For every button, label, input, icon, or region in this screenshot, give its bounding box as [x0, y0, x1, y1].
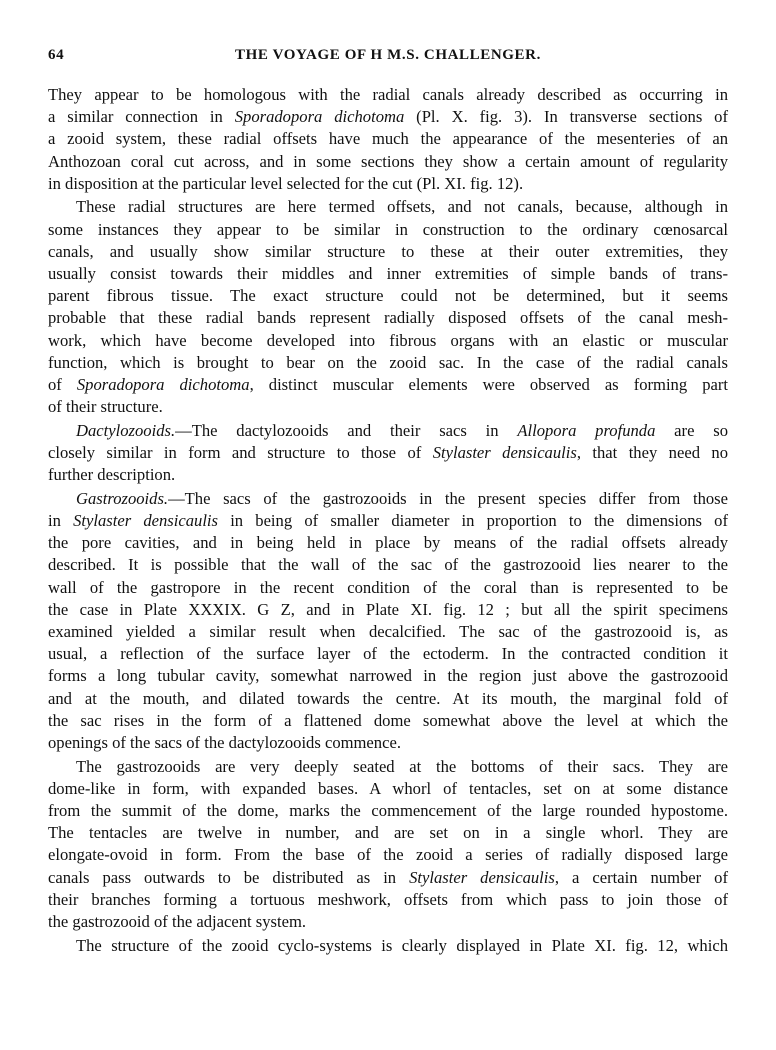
- paragraph-1: [48, 84, 728, 195]
- text-line: a similar connection in Sporadopora dichotoma (Pl. X. fig. 3). In transverse sections of: [48, 107, 728, 127]
- running-head: [48, 47, 728, 69]
- body-text: [48, 84, 728, 957]
- text-line: usual, a reflection of the surface layer of the ectoderm. In the contracted condition it: [48, 644, 728, 664]
- paragraph-2: [48, 196, 728, 418]
- text-line: and at the mouth, and dilated towards the centre. At its mouth, the marginal fold of: [48, 688, 728, 708]
- text-line: in disposition at the particular level selected for the cut (Pl. XI. fig. 12).: [48, 173, 524, 193]
- text-line: elongate-ovoid in form. From the base of the zooid a series of radially disposed large: [48, 845, 728, 865]
- text-line: the case in Plate XXXIX. G Z, and in Plate XI. fig. 12 ; but all the spirit specimens: [48, 599, 728, 619]
- text-line: The tentacles are twelve in number, and are set on in a single whorl. They are: [48, 823, 728, 843]
- text-line: openings of the sacs of the dactylozooids commence.: [48, 733, 401, 753]
- paragraph-4: [48, 488, 728, 754]
- text-line: further description.: [48, 465, 176, 485]
- text-line: some instances they appear to be similar in construction to the ordinary cœnosarcal: [48, 219, 728, 239]
- text-line: canals, and usually show similar structure to these at their outer extremities, they: [48, 241, 728, 261]
- text-line: work, which have become developed into fibrous organs with an elastic or muscular: [48, 330, 728, 350]
- text-line: canals pass outwards to be distributed as in Stylaster densicaulis, a certain number of: [48, 867, 728, 887]
- text-line: their branches forming a tortuous meshwork, offsets from which pass to join those of: [48, 889, 728, 909]
- text-line: in Stylaster densicaulis in being of smaller diameter in proportion to the dimensions of: [48, 511, 728, 531]
- text-line: They appear to be homologous with the radial canals already described as occurring in: [48, 85, 728, 104]
- document-page: [48, 0, 728, 1050]
- text-line: Dactylozooids.—The dactylozooids and their sacs in Allopora profunda are so: [76, 420, 728, 440]
- text-line: Anthozoan coral cut across, and in some sections they show a certain amount of regularity: [48, 151, 728, 171]
- text-line: closely similar in form and structure to those of Stylaster densicaulis, that they need no: [48, 443, 728, 463]
- text-line: of Sporadopora dichotoma, distinct muscular elements were observed as forming part: [48, 375, 728, 395]
- text-line: of their structure.: [48, 397, 163, 417]
- text-line: These radial structures are here termed offsets, and not canals, because, although in: [76, 197, 728, 217]
- text-line: described. It is possible that the wall of the sac of the gastrozooid lies nearer to the: [48, 555, 728, 575]
- text-line: usually consist towards their middles and inner extremities of simple bands of trans-: [48, 264, 728, 284]
- running-title: THE VOYAGE OF H M.S. CHALLENGER.: [235, 47, 541, 63]
- text-line: the pore cavities, and in being held in place by means of the radial offsets already: [48, 533, 728, 553]
- paragraph-3: [48, 420, 728, 487]
- text-line: the gastrozooid of the adjacent system.: [48, 912, 307, 932]
- text-line: wall of the gastropore in the recent condition of the coral than is represented to be: [48, 577, 728, 597]
- page-number: 64: [48, 47, 65, 63]
- text-line: forms a long tubular cavity, somewhat narrowed in the region just above the gastrozooid: [48, 666, 728, 686]
- text-line: a zooid system, these radial offsets have much the appearance of the mesenteries of an: [48, 129, 728, 149]
- text-line: The gastrozooids are very deeply seated at the bottoms of their sacs. They are: [76, 756, 728, 776]
- paragraph-6: [48, 935, 728, 957]
- text-line: probable that these radial bands represent radially disposed offsets of the canal mesh-: [48, 308, 728, 328]
- text-line: parent fibrous tissue. The exact structure could not be determined, but it seems: [48, 286, 728, 306]
- text-line: examined yielded a similar result when decalcified. The sac of the gastrozooid is, as: [48, 622, 728, 642]
- text-line: The structure of the zooid cyclo-systems is clearly displayed in Plate XI. fig. 12, which: [76, 935, 728, 955]
- paragraph-5: [48, 756, 728, 934]
- text-line: Gastrozooids.—The sacs of the gastrozooids in the present species differ from those: [76, 488, 728, 508]
- text-line: the sac rises in the form of a flattened dome somewhat above the level at which the: [48, 710, 728, 730]
- text-line: from the summit of the dome, marks the commencement of the large rounded hypostome.: [48, 801, 728, 821]
- text-line: function, which is brought to bear on the zooid sac. In the case of the radial canals: [48, 352, 728, 372]
- text-line: dome-like in form, with expanded bases. A whorl of tentacles, set on at some distance: [48, 778, 728, 798]
